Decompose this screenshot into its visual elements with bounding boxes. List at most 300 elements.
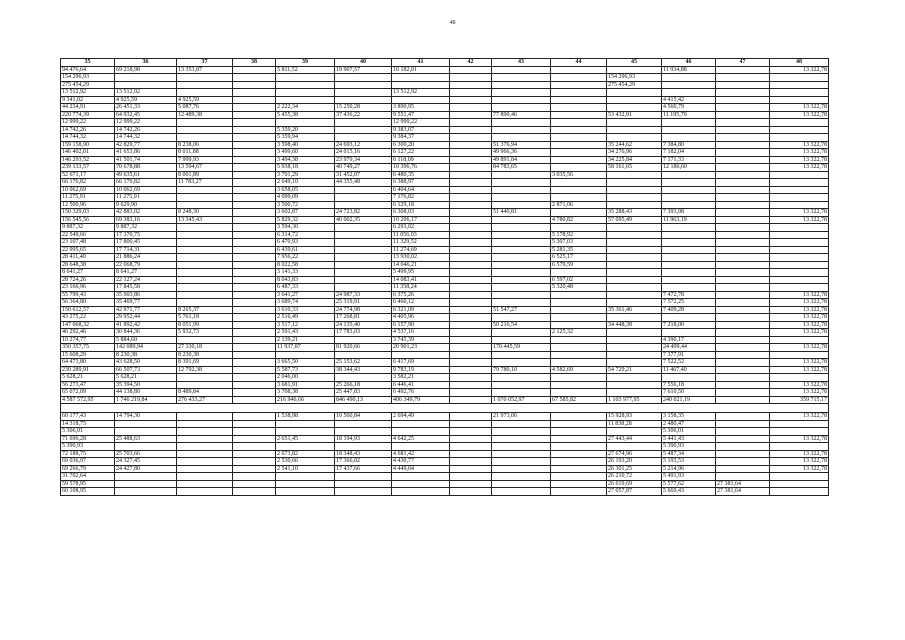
table-cell: 2 125,32 xyxy=(551,329,607,337)
table-cell: 17 845,58 xyxy=(115,284,177,292)
table-cell xyxy=(450,134,492,142)
table-cell xyxy=(770,254,829,262)
table-cell: 13 353,87 xyxy=(177,66,233,74)
table-cell: 27 330,18 xyxy=(177,344,233,352)
table-cell: 49 891,84 xyxy=(492,156,551,164)
table-cell: 9 783,19 xyxy=(392,366,450,374)
table-cell: 6 129,18 xyxy=(392,201,450,209)
table-cell xyxy=(716,74,770,82)
table-row xyxy=(61,104,829,112)
page-number: 48 xyxy=(449,20,456,26)
table-cell xyxy=(177,194,233,202)
table-cell: 25 488,63 xyxy=(115,435,177,443)
table-cell xyxy=(492,336,551,344)
table-cell xyxy=(276,420,335,428)
table-cell xyxy=(450,396,492,404)
table-cell: 9 887,32 xyxy=(61,224,115,232)
table-cell: 11 274,69 xyxy=(392,246,450,254)
table-cell xyxy=(335,269,392,277)
table-cell: 8 641,27 xyxy=(115,269,177,277)
section-gap xyxy=(61,404,829,413)
table-cell xyxy=(335,194,392,202)
table-cell: 4 449,04 xyxy=(392,465,450,473)
table-row xyxy=(61,413,829,421)
table-cell: 2 694,49 xyxy=(392,413,450,421)
table-cell xyxy=(716,366,770,374)
table-cell xyxy=(177,435,233,443)
table-cell xyxy=(662,179,716,187)
table-cell: 5 761,18 xyxy=(177,314,233,322)
table-cell: 60 177,43 xyxy=(61,413,115,421)
table-cell: 28 724,26 xyxy=(61,276,115,284)
table-cell xyxy=(607,89,662,97)
table-cell xyxy=(115,81,177,89)
table-cell xyxy=(392,443,450,451)
table-cell: 22 127,24 xyxy=(115,276,177,284)
table-cell: 5 306,01 xyxy=(662,428,716,436)
table-cell xyxy=(233,164,276,172)
table-cell xyxy=(492,359,551,367)
table-cell: 5 455,38 xyxy=(276,111,335,119)
table-cell: 2 673,82 xyxy=(276,450,335,458)
table-cell xyxy=(716,96,770,104)
table-cell xyxy=(607,276,662,284)
table-cell: 35 361,46 xyxy=(607,306,662,314)
table-cell xyxy=(607,96,662,104)
table-row xyxy=(61,246,829,254)
table-cell: 13 322,78 xyxy=(770,314,829,322)
table-cell: 37 436,22 xyxy=(335,111,392,119)
table-cell xyxy=(716,239,770,247)
table-cell xyxy=(770,473,829,481)
table-row xyxy=(61,254,829,262)
table-cell xyxy=(716,149,770,157)
table-cell: 3 602,87 xyxy=(276,209,335,217)
table-cell xyxy=(770,119,829,127)
table-cell xyxy=(492,104,551,112)
table-body-top xyxy=(61,66,829,404)
table-cell: 6 492,76 xyxy=(392,389,450,397)
table-cell: 3 701,29 xyxy=(276,171,335,179)
column-header: 40 xyxy=(335,59,392,67)
table-cell xyxy=(335,239,392,247)
table-cell: 31 452,07 xyxy=(335,171,392,179)
table-cell xyxy=(115,443,177,451)
table-cell: 2 516,49 xyxy=(276,314,335,322)
table-row xyxy=(61,66,829,74)
table-cell xyxy=(450,374,492,382)
table-cell: 170 445,59 xyxy=(492,344,551,352)
table-row xyxy=(61,420,829,428)
table-cell xyxy=(492,329,551,337)
table-cell: 24 135,40 xyxy=(335,321,392,329)
table-cell: 5 499,95 xyxy=(392,269,450,277)
table-cell: 21 886,24 xyxy=(115,254,177,262)
table-cell xyxy=(177,224,233,232)
table-cell: 7 384,80 xyxy=(662,141,716,149)
table-cell xyxy=(716,209,770,217)
table-cell xyxy=(335,119,392,127)
table-cell: 27 381,64 xyxy=(716,488,770,496)
table-cell xyxy=(177,126,233,134)
column-header: 43 xyxy=(492,59,551,67)
table-cell: 20 901,23 xyxy=(392,344,450,352)
table-cell: 51 376,94 xyxy=(492,141,551,149)
table-cell: 6 321,09 xyxy=(392,306,450,314)
table-row xyxy=(61,488,829,496)
table-cell xyxy=(662,194,716,202)
table-cell xyxy=(233,389,276,397)
table-cell xyxy=(233,276,276,284)
table-cell xyxy=(450,96,492,104)
table-cell xyxy=(450,231,492,239)
column-header: 47 xyxy=(716,59,770,67)
table-cell xyxy=(551,351,607,359)
table-cell: 24 987,33 xyxy=(335,291,392,299)
table-cell: 6 579,59 xyxy=(551,261,607,269)
table-cell xyxy=(551,443,607,451)
table-row xyxy=(61,134,829,142)
table-cell xyxy=(716,186,770,194)
table-cell: 13 322,78 xyxy=(770,104,829,112)
table-cell xyxy=(450,239,492,247)
table-cell xyxy=(233,381,276,389)
table-cell xyxy=(233,134,276,142)
table-cell xyxy=(450,261,492,269)
table-cell xyxy=(392,420,450,428)
table-cell xyxy=(115,473,177,481)
table-cell xyxy=(492,480,551,488)
table-cell xyxy=(335,443,392,451)
table-cell xyxy=(716,389,770,397)
table-cell xyxy=(716,276,770,284)
table-cell xyxy=(492,134,551,142)
table-cell xyxy=(607,119,662,127)
table-cell: 220 774,39 xyxy=(61,111,115,119)
table-cell xyxy=(233,246,276,254)
table-cell xyxy=(492,381,551,389)
table-cell xyxy=(551,389,607,397)
table-cell: 28 411,40 xyxy=(61,254,115,262)
table-cell: 5 306,01 xyxy=(61,428,115,436)
table-cell: 84 783,65 xyxy=(492,164,551,172)
table-cell: 46 292,46 xyxy=(61,329,115,337)
table-cell xyxy=(716,435,770,443)
table-cell xyxy=(233,81,276,89)
table-cell xyxy=(450,465,492,473)
table-cell xyxy=(233,179,276,187)
table-row xyxy=(61,96,829,104)
table-cell xyxy=(233,480,276,488)
table-cell xyxy=(716,89,770,97)
table-cell xyxy=(770,89,829,97)
table-cell: 6 293,02 xyxy=(392,224,450,232)
table-row xyxy=(61,435,829,443)
table-row xyxy=(61,126,829,134)
table-cell xyxy=(276,428,335,436)
table-cell: 58 161,65 xyxy=(607,164,662,172)
table-cell xyxy=(276,96,335,104)
table-cell: 24 327,45 xyxy=(115,458,177,466)
table-cell: 12 489,38 xyxy=(177,111,233,119)
table-cell: 9 341,02 xyxy=(61,96,115,104)
table-cell: 230 289,91 xyxy=(61,366,115,374)
table-cell: 22 068,79 xyxy=(115,261,177,269)
table-cell: 12 999,22 xyxy=(392,119,450,127)
table-row xyxy=(61,141,829,149)
table-row xyxy=(61,111,829,119)
table-cell: 25 319,91 xyxy=(335,299,392,307)
table-cell xyxy=(716,359,770,367)
table-cell: 8 022,58 xyxy=(276,261,335,269)
table-cell: 3 141,33 xyxy=(276,269,335,277)
table-cell xyxy=(115,420,177,428)
table-cell xyxy=(716,314,770,322)
table-cell: 8 248,30 xyxy=(177,209,233,217)
table-cell xyxy=(716,216,770,224)
table-cell: 25 266,18 xyxy=(335,381,392,389)
table-cell xyxy=(450,201,492,209)
table-cell xyxy=(770,201,829,209)
table-cell xyxy=(233,344,276,352)
table-cell xyxy=(607,291,662,299)
table-cell: 19 907,57 xyxy=(335,66,392,74)
table-cell xyxy=(450,413,492,421)
table-cell xyxy=(450,435,492,443)
table-cell xyxy=(770,81,829,89)
table-cell xyxy=(233,465,276,473)
table-cell: 5 669,43 xyxy=(662,488,716,496)
table-cell xyxy=(551,413,607,421)
table-cell xyxy=(607,224,662,232)
table-cell xyxy=(716,261,770,269)
table-cell xyxy=(233,420,276,428)
table-cell xyxy=(551,74,607,82)
table-cell: 10 560,84 xyxy=(335,413,392,421)
table-cell: 13 512,92 xyxy=(115,89,177,97)
table-cell: 5 938,18 xyxy=(276,164,335,172)
table-row xyxy=(61,359,829,367)
table-cell: 8 265,37 xyxy=(177,306,233,314)
table-cell: 6 439,61 xyxy=(276,246,335,254)
table-row xyxy=(61,389,829,397)
table-cell: 7 522,52 xyxy=(662,359,716,367)
table-cell: 18 194,93 xyxy=(335,435,392,443)
table-cell xyxy=(450,164,492,172)
table-cell xyxy=(233,396,276,404)
table-cell: 17 366,02 xyxy=(335,458,392,466)
table-cell xyxy=(716,336,770,344)
table-cell: 7 956,22 xyxy=(276,254,335,262)
table-cell: 23 166,96 xyxy=(61,284,115,292)
table-cell xyxy=(770,134,829,142)
table-cell: 159 158,90 xyxy=(61,141,115,149)
table-cell xyxy=(551,179,607,187)
table-cell xyxy=(492,450,551,458)
table-cell: 54 729,21 xyxy=(607,366,662,374)
table-cell xyxy=(450,104,492,112)
table-cell: 13 322,78 xyxy=(770,329,829,337)
table-cell xyxy=(233,488,276,496)
table-cell: 66 176,82 xyxy=(61,179,115,187)
table-cell: 13 322,78 xyxy=(770,465,829,473)
table-cell xyxy=(450,366,492,374)
table-cell: 13 322,78 xyxy=(770,344,829,352)
table-cell: 94 476,64 xyxy=(61,66,115,74)
table-cell: 22 995,65 xyxy=(61,246,115,254)
table-cell xyxy=(177,239,233,247)
table-cell: 7 393,98 xyxy=(662,209,716,217)
table-cell: 6 157,90 xyxy=(392,321,450,329)
table-cell xyxy=(450,299,492,307)
table-cell: 24 015,16 xyxy=(335,149,392,157)
table-cell xyxy=(551,359,607,367)
table-cell xyxy=(662,74,716,82)
table-cell xyxy=(450,329,492,337)
table-cell: 25 447,83 xyxy=(335,389,392,397)
table-cell: 69 036,97 xyxy=(61,458,115,466)
table-cell: 7 182,04 xyxy=(662,149,716,157)
table-cell: 51 440,81 xyxy=(492,209,551,217)
table-cell xyxy=(492,428,551,436)
table-cell xyxy=(177,450,233,458)
table-cell: 6 388,97 xyxy=(392,179,450,187)
table-cell xyxy=(716,179,770,187)
table-cell xyxy=(335,254,392,262)
table-cell xyxy=(716,443,770,451)
table-cell xyxy=(492,420,551,428)
table-cell xyxy=(450,284,492,292)
table-cell: 81 920,66 xyxy=(335,344,392,352)
table-cell: 3 594,30 xyxy=(276,224,335,232)
table-cell xyxy=(276,89,335,97)
table-cell xyxy=(177,413,233,421)
table-cell xyxy=(450,359,492,367)
table-cell xyxy=(492,239,551,247)
table-cell: 72 188,75 xyxy=(61,450,115,458)
table-cell xyxy=(492,299,551,307)
table-row xyxy=(61,269,829,277)
table-cell xyxy=(450,66,492,74)
table-cell: 44 138,80 xyxy=(115,389,177,397)
table-cell xyxy=(450,314,492,322)
table-cell: 1 103 977,95 xyxy=(607,396,662,404)
table-cell: 154 296,93 xyxy=(61,74,115,82)
table-cell: 11 934,88 xyxy=(662,66,716,74)
table-cell: 6 308,03 xyxy=(392,209,450,217)
table-cell xyxy=(551,134,607,142)
table-cell: 10 274,77 xyxy=(61,336,115,344)
table-cell xyxy=(492,66,551,74)
table-cell: 6 375,26 xyxy=(392,291,450,299)
table-cell: 27 057,87 xyxy=(607,488,662,496)
table-cell xyxy=(450,126,492,134)
table-cell: 6 460,12 xyxy=(392,299,450,307)
table-cell: 11 358,24 xyxy=(392,284,450,292)
table-cell: 9 383,07 xyxy=(392,126,450,134)
table-cell xyxy=(335,224,392,232)
table-cell xyxy=(551,381,607,389)
table-cell xyxy=(177,261,233,269)
table-cell: 13 322,78 xyxy=(770,458,829,466)
table-cell: 846 490,13 xyxy=(335,396,392,404)
table-cell: 11 329,52 xyxy=(392,239,450,247)
table-cell xyxy=(607,246,662,254)
table-row xyxy=(61,201,829,209)
table-cell xyxy=(716,126,770,134)
table-cell xyxy=(233,239,276,247)
table-cell xyxy=(233,306,276,314)
table-cell xyxy=(450,156,492,164)
table-cell: 6 525,17 xyxy=(551,254,607,262)
table-cell xyxy=(450,81,492,89)
table-cell xyxy=(662,231,716,239)
table-cell: 8 051,99 xyxy=(177,321,233,329)
column-header: 35 xyxy=(61,59,115,67)
table-cell: 14 742,26 xyxy=(61,126,115,134)
table-cell xyxy=(492,74,551,82)
table-cell: 5 193,53 xyxy=(662,458,716,466)
table-cell xyxy=(492,254,551,262)
table-cell xyxy=(551,126,607,134)
table-cell xyxy=(450,224,492,232)
table-cell: 13 930,02 xyxy=(392,254,450,262)
table-cell xyxy=(551,269,607,277)
table-cell xyxy=(450,443,492,451)
table-cell: 13 322,78 xyxy=(770,450,829,458)
table-row xyxy=(61,381,829,389)
table-cell: 17 370,75 xyxy=(115,231,177,239)
table-cell: 40 749,27 xyxy=(335,164,392,172)
table-cell xyxy=(492,269,551,277)
table-cell xyxy=(335,374,392,382)
table-cell: 77 890,46 xyxy=(492,111,551,119)
table-row xyxy=(61,465,829,473)
table-cell xyxy=(233,216,276,224)
table-cell xyxy=(607,381,662,389)
table-cell: 6 470,93 xyxy=(276,239,335,247)
table-cell: 6 300,20 xyxy=(392,141,450,149)
table-cell: 14 744,32 xyxy=(61,134,115,142)
table-cell: 3 598,40 xyxy=(276,141,335,149)
table-cell xyxy=(551,119,607,127)
table-cell xyxy=(662,276,716,284)
table-cell: 71 696,28 xyxy=(61,435,115,443)
table-cell xyxy=(276,74,335,82)
table-cell: 69 218,98 xyxy=(115,66,177,74)
table-cell xyxy=(662,254,716,262)
table-cell xyxy=(177,428,233,436)
table-cell xyxy=(492,314,551,322)
table-cell: 13 322,78 xyxy=(770,164,829,172)
table-cell: 11 467,40 xyxy=(662,366,716,374)
table-cell: 3 582,21 xyxy=(392,374,450,382)
table-row xyxy=(61,81,829,89)
table-cell xyxy=(450,291,492,299)
table-cell: 7 377,91 xyxy=(662,351,716,359)
table-cell: 146 293,52 xyxy=(61,156,115,164)
table-cell xyxy=(335,134,392,142)
table-cell xyxy=(716,201,770,209)
table-cell: 30 844,36 xyxy=(115,329,177,337)
table-cell xyxy=(492,186,551,194)
table-row xyxy=(61,149,829,157)
table-cell xyxy=(450,74,492,82)
table-cell: 5 307,03 xyxy=(551,239,607,247)
table-cell xyxy=(662,269,716,277)
table-cell xyxy=(392,428,450,436)
table-cell xyxy=(551,194,607,202)
